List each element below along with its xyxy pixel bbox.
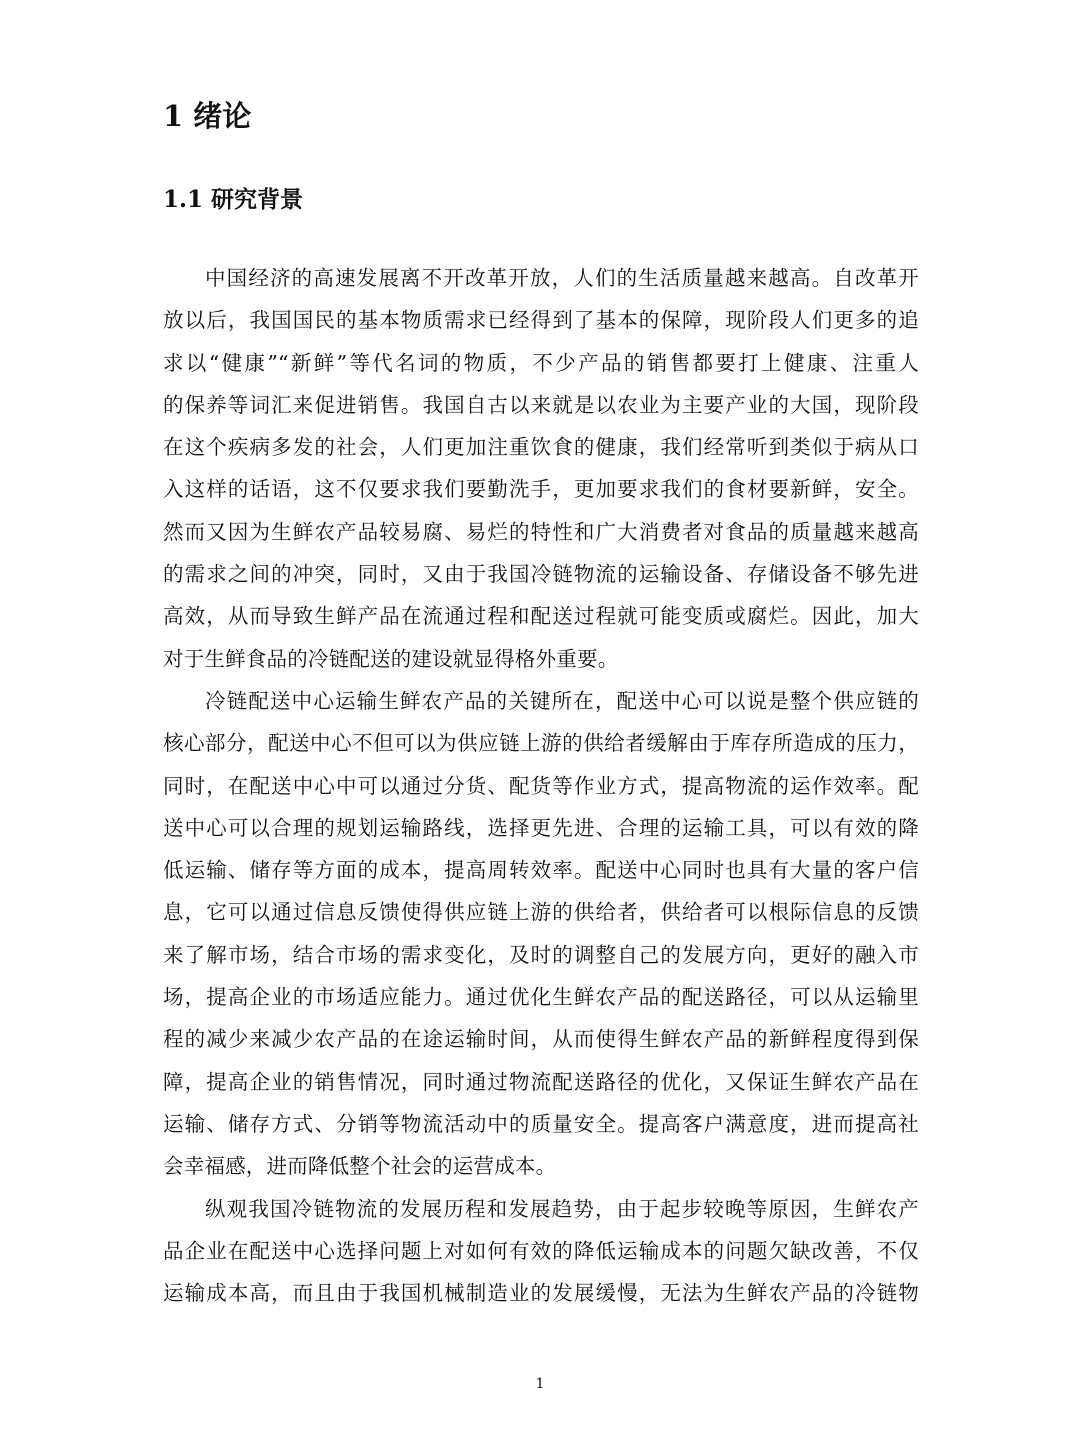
text-line: 同时，在配送中心中可以通过分货、配货等作业方式，提高物流的运作效率。配: [163, 773, 919, 798]
text-line: 运输成本高，而且由于我国机械制造业的发展缓慢，无法为生鲜农产品的冷链物: [163, 1281, 919, 1306]
chapter-heading: 1 绪论: [163, 99, 252, 133]
text-line: 高效，从而导致生鲜产品在流通过程和配送过程就可能变质或腐烂。因此，加大: [163, 604, 919, 629]
text-line: 核心部分，配送中心不但可以为供应链上游的供给者缓解由于库存所造成的压力，: [163, 731, 919, 756]
section-heading: 1.1 研究背景: [163, 186, 304, 213]
body-text: [163, 257, 919, 1314]
paragraph-3: [163, 1188, 919, 1315]
text-line: 入这样的话语，这不仅要求我们要勤洗手，更加要求我们的食材要新鲜，安全。: [163, 477, 919, 502]
page-number: 1: [535, 1376, 545, 1392]
text-line: 低运输、储存等方面的成本，提高周转效率。配送中心同时也具有大量的客户信: [163, 858, 919, 883]
text-line: 息，它可以通过信息反馈使得供应链上游的供给者，供给者可以根际信息的反馈: [163, 900, 919, 925]
text-line: 会幸福感，进而降低整个社会的运营成本。: [163, 1154, 557, 1179]
text-line: 求以“健康”“新鲜”等代名词的物质，不少产品的销售都要打上健康、注重人: [163, 350, 919, 375]
text-line: 障，提高企业的销售情况，同时通过物流配送路径的优化，又保证生鲜农产品在: [163, 1069, 919, 1094]
text-line: 纵观我国冷链物流的发展历程和发展趋势，由于起步较晚等原因，生鲜农产: [205, 1196, 919, 1221]
text-line: 放以后，我国国民的基本物质需求已经得到了基本的保障，现阶段人们更多的追: [163, 308, 919, 333]
text-line: 对于生鲜食品的冷链配送的建设就显得格外重要。: [163, 646, 619, 671]
paragraph-1: [163, 257, 919, 680]
text-line: 中国经济的高速发展离不开改革开放，人们的生活质量越来越高。自改革开: [205, 266, 919, 290]
text-line: 在这个疾病多发的社会，人们更加注重饮食的健康，我们经常听到类似于病从口: [163, 435, 919, 460]
text-line: 然而又因为生鲜农产品较易腐、易烂的特性和广大消费者对食品的质量越来越高: [163, 519, 919, 544]
text-line: 的保养等词汇来促进销售。我国自古以来就是以农业为主要产业的大国，现阶段: [163, 392, 919, 417]
paragraph-2: [163, 680, 919, 1188]
text-line: 冷链配送中心运输生鲜农产品的关键所在，配送中心可以说是整个供应链的: [205, 688, 919, 713]
text-line: 运输、储存方式、分销等物流活动中的质量安全。提高客户满意度，进而提高社: [163, 1111, 919, 1136]
text-line: 来了解市场，结合市场的需求变化，及时的调整自己的发展方向，更好的融入市: [163, 942, 919, 967]
text-line: 程的减少来减少农产品的在途运输时间，从而使得生鲜农产品的新鲜程度得到保: [163, 1027, 919, 1052]
text-line: 场，提高企业的市场适应能力。通过优化生鲜农产品的配送路径，可以从运输里: [163, 985, 919, 1010]
text-line: 的需求之间的冲突，同时，又由于我国冷链物流的运输设备、存储设备不够先进: [163, 562, 919, 587]
text-line: 品企业在配送中心选择问题上对如何有效的降低运输成本的问题欠缺改善，不仅: [163, 1238, 919, 1263]
text-line: 送中心可以合理的规划运输路线，选择更先进、合理的运输工具，可以有效的降: [163, 815, 919, 840]
